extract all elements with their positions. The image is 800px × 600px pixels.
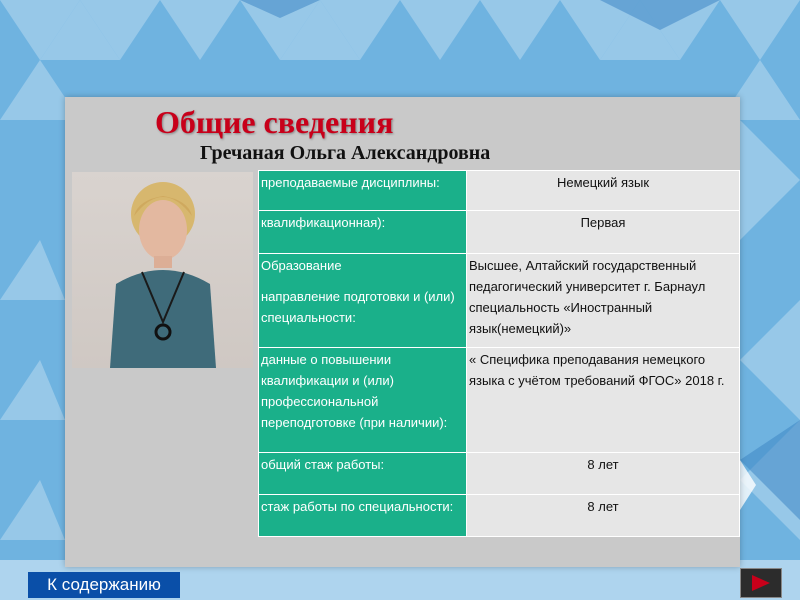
page-title: Общие сведения xyxy=(155,104,394,140)
label-education xyxy=(259,254,467,348)
label-total-experience: общий стаж работы: xyxy=(259,453,467,495)
table-row xyxy=(259,453,740,495)
label-training: данные о повышении квалификации и (или) профессиональной переподготовке (при наличии): xyxy=(259,348,467,453)
value-training: « Специфика преподавания немецкого языка с учётом требований ФГОС» 2018 г. xyxy=(467,348,740,453)
person-name: Гречаная Ольга Александровна xyxy=(200,142,491,164)
label-education-direction: направление подготовки и (или) специальности: xyxy=(261,289,455,325)
label-qualification: квалификационная): xyxy=(259,211,467,254)
teacher-photo xyxy=(72,172,253,368)
label-specialty-experience: стаж работы по специальности: xyxy=(259,495,467,537)
teacher-portrait-icon xyxy=(72,172,253,368)
contents-button[interactable]: К содержанию xyxy=(28,572,180,598)
table-row xyxy=(259,211,740,254)
value-education: Высшее, Алтайский государственный педагогический университет г. Барнаул специальность «Иностранный язык(немецкий)» xyxy=(467,254,740,348)
value-total-experience: 8 лет xyxy=(467,453,740,495)
table-row xyxy=(259,348,740,453)
table-row xyxy=(259,254,740,348)
label-disciplines: преподаваемые дисциплины: xyxy=(259,171,467,211)
table-row xyxy=(259,495,740,537)
value-specialty-experience: 8 лет xyxy=(467,495,740,537)
next-button[interactable] xyxy=(740,568,782,598)
info-table xyxy=(258,170,740,537)
value-qualification: Первая xyxy=(467,211,740,254)
label-education-title: Образование xyxy=(261,258,342,273)
play-triangle-icon xyxy=(750,574,772,592)
value-disciplines: Немецкий язык xyxy=(467,171,740,211)
table-row xyxy=(259,171,740,211)
